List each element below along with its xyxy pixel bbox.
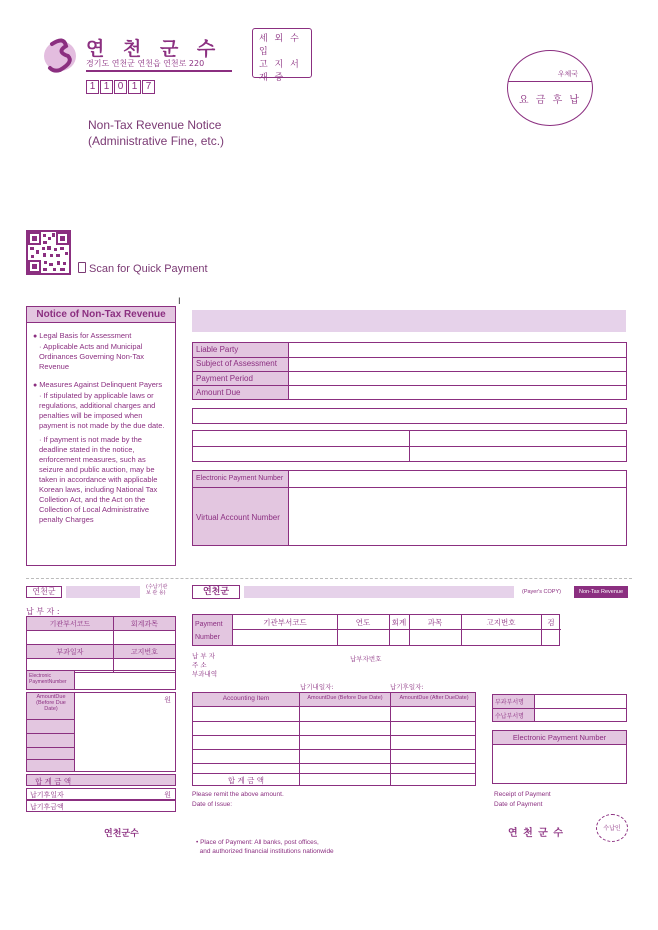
copy-org-label: 연천군 (192, 585, 240, 599)
org-address: 경기도 연천군 연천읍 연천로 220 (86, 59, 205, 68)
col-check: 검 (547, 618, 555, 627)
postage-divider (508, 81, 592, 82)
remit-line: Please remit the above amount. (192, 791, 284, 798)
accounting-table (192, 692, 476, 786)
col-notice-no: 고지번호 (486, 618, 516, 627)
stub-amount-box (26, 692, 176, 772)
row-divider (193, 385, 626, 386)
org-title: 연 천 군 수 (86, 38, 222, 60)
stub-after-amount-row (26, 800, 176, 812)
blank-row (192, 408, 627, 424)
col-divider (409, 431, 410, 461)
date-of-issue: Date of Issue: (192, 801, 233, 808)
copy-epay-box (492, 730, 627, 784)
stub-total-label: 합 계 금 액 (35, 777, 72, 786)
qr-pattern (28, 232, 69, 273)
col-year: 연도 (355, 618, 371, 627)
row-divider (193, 721, 475, 722)
place-of-payment (196, 838, 334, 856)
col-account: 회계 (391, 618, 407, 627)
row-divider (193, 371, 626, 372)
row-divider (193, 487, 626, 488)
qr-code[interactable] (26, 230, 71, 275)
remit-text (192, 790, 284, 810)
payment-number-table (192, 470, 627, 546)
receipt-of-payment-text (494, 790, 551, 810)
row-divider (193, 773, 475, 774)
department-box (492, 694, 627, 722)
measures-heading: ● Measures Against Delinquent Payers (33, 380, 169, 391)
row-divider (233, 629, 561, 630)
stub-epay-label: Electronic PaymentNumber (27, 671, 75, 689)
due-before-label: 납기내일자: (300, 683, 334, 691)
row-divider (493, 708, 626, 709)
enclosure-stamp: 세 외 수 입 고 지 서 재 중 (252, 28, 312, 78)
header-band (192, 310, 626, 332)
payers-copy-label: (Payer's COPY) (522, 589, 561, 595)
row-divider (27, 759, 75, 760)
dept-code-header: 기관부서코드 (27, 617, 114, 631)
cursor-icon: Ⅰ (178, 296, 181, 306)
stub-amount-before-label: AmountDue (Before Due Date) (36, 694, 66, 712)
row-divider (193, 749, 475, 750)
row-divider (193, 357, 626, 358)
stub-unit: 원 (164, 696, 171, 704)
payer-info-labels (192, 652, 217, 679)
zip-digit: 0 (114, 80, 127, 94)
notice-panel-heading: Notice of Non-Tax Revenue (27, 307, 175, 323)
date-of-payment: Date of Payment (494, 801, 543, 808)
zip-digit: 1 (128, 80, 141, 94)
stub-after-amount-label: 납기후금액 (30, 803, 64, 811)
notice-title (88, 117, 224, 149)
address-line: 주 소 (192, 661, 207, 669)
row-divider (27, 719, 75, 720)
stub-table (26, 616, 176, 673)
postage-paid-label: 요 금 후 납 (518, 95, 582, 106)
liable-party-label: Liable Party (196, 345, 239, 354)
stub-after-date-label: 납기후일자 (30, 791, 64, 799)
notice-title-line1: Non-Tax Revenue Notice (88, 118, 222, 132)
tax-dept-label: 부과부서명 (495, 699, 524, 706)
phone-icon (78, 262, 86, 273)
stub-total-row (26, 774, 176, 786)
payment-number-label: Payment Number (193, 615, 233, 645)
stub-signature: 연천군수 (104, 829, 139, 839)
payment-number-grid (192, 614, 560, 646)
zip-code (86, 80, 155, 94)
place-line-2: and authorized financial institutions nationwide (196, 848, 334, 855)
col-dept-code: 기관부서코드 (263, 618, 307, 627)
receiving-dept-label: 수납부서명 (495, 713, 524, 720)
col-divider (390, 693, 391, 785)
acct-subject-cell (113, 631, 175, 645)
divider (86, 70, 232, 72)
row-divider (27, 747, 75, 748)
epay-label: Electronic Payment Number (196, 475, 284, 482)
stub-after-unit: 원 (164, 791, 171, 799)
acct-subject-header: 회계과목 (113, 617, 175, 631)
stub-epay-box (26, 670, 176, 690)
stub-after-date-row (26, 788, 176, 800)
scan-text: Scan for Quick Payment (89, 263, 208, 275)
copy-total-label: 합 계 금 액 (227, 776, 265, 785)
col-subject: 과목 (427, 618, 443, 627)
non-tax-badge: Non-Tax Revenue (574, 586, 628, 598)
payer-id-label: 납부자번호 (350, 655, 382, 663)
row-divider (27, 733, 75, 734)
accounting-item-header: Accounting Item (222, 695, 270, 702)
notice-panel (26, 306, 176, 566)
copy-signature: 연 천 군 수 (508, 828, 565, 839)
cut-line (26, 578, 632, 579)
stub-payer-label: 납 부 자 : (26, 607, 60, 616)
postage-mark (507, 50, 593, 126)
amount-due-label: Amount Due (196, 388, 241, 397)
assess-date-header: 부과일자 (27, 645, 114, 659)
assessment-line: 부과내역 (192, 670, 218, 678)
legal-basis-detail: · Applicable Acts and Municipal Ordinances Governing Non-Tax Revenue (39, 342, 145, 371)
zip-digit: 1 (86, 80, 99, 94)
measures-detail-2: · If payment is not made by the deadline stated in the notice, enforcement measures, such as seizure and public auction, may be taken in accordance with applicable Korean laws, including National Tax Colletion Act, and the Act on the Collection of Local Administrative penalty Charges (39, 435, 158, 524)
county-logo-icon (40, 32, 80, 76)
dept-code-cell (27, 631, 114, 645)
stub-band (66, 586, 140, 598)
zip-digit: 1 (100, 80, 113, 94)
receipt-of-payment: Receipt of Payment (494, 791, 551, 798)
scan-label (78, 262, 208, 275)
assessment-info-table (192, 342, 627, 400)
row-divider (193, 763, 475, 764)
payer-line: 납 부 자 (192, 652, 215, 660)
virtual-account-label: Virtual Account Number (196, 513, 280, 522)
copy-band (244, 586, 514, 598)
post-office-label: 우체국 (557, 70, 578, 78)
zip-digit: 7 (142, 80, 155, 94)
row-divider (193, 735, 475, 736)
due-after-label: 납기후일자: (390, 683, 424, 691)
amount-after-header: AmountDue (After DueDate) (399, 695, 469, 701)
subject-label: Subject of Assessment (196, 359, 277, 368)
notice-no-header: 고지번호 (113, 645, 175, 659)
col-divider (299, 693, 300, 785)
notice-title-line2: (Administrative Fine, etc.) (88, 134, 225, 148)
place-line-1: • Place of Payment: All banks, post offices, (196, 839, 319, 846)
stub-copy-tag: (수납기관 보 관 용) (146, 584, 168, 596)
copy-epay-title: Electronic Payment Number (493, 731, 626, 745)
receipt-seal: 수납인 (596, 814, 628, 842)
stub-org-label: 연천군 (26, 586, 62, 598)
payment-period-label: Payment Period (196, 374, 253, 383)
amount-before-header: AmountDue (Before Due Date) (307, 695, 383, 701)
legal-basis-heading: ● Legal Basis for Assessment (33, 331, 169, 342)
measures-detail-1: · If stipulated by applicable laws or regulations, additional charges and penalties will be imposed when payment is not made by the due date. (39, 391, 165, 430)
blank-grid (192, 430, 627, 462)
